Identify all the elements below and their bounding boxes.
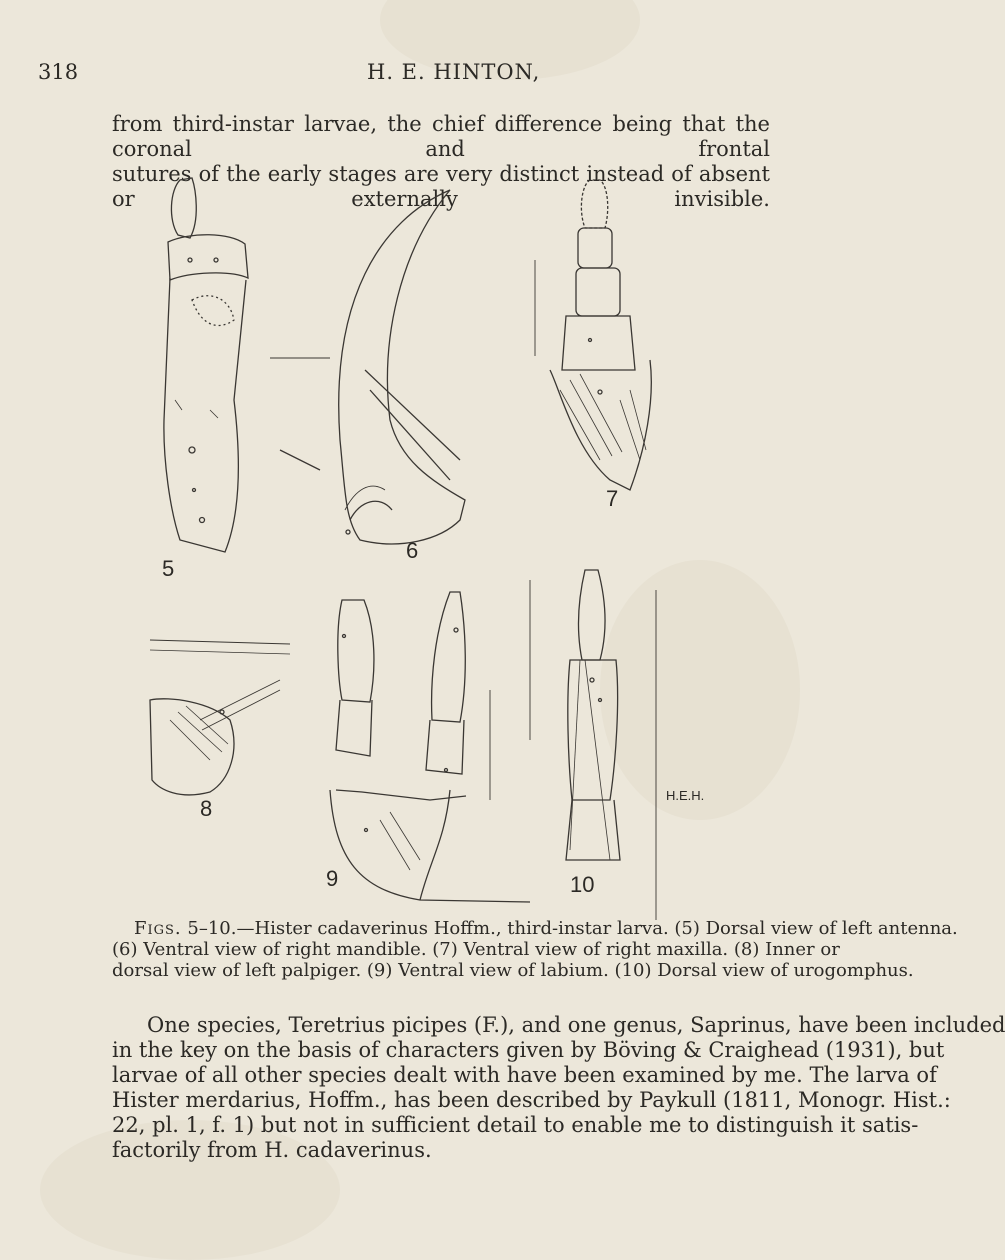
illustrator-initials: H.E.H.	[666, 788, 705, 803]
caption-lead: Figs.	[134, 918, 182, 939]
running-title: H. E. HINTON,	[367, 60, 541, 84]
text-line: 22, pl. 1, f. 1) but not in sufficient detail to enable me to distinguish it satis-	[112, 1113, 919, 1137]
figure-caption	[112, 918, 958, 981]
fig-label-9: 9	[326, 866, 339, 891]
text-line: sutures of the early stages are very distinct instead of absent or externally invisible.	[112, 162, 770, 211]
fig-label-5: 5	[162, 556, 175, 581]
figure-plate	[130, 160, 705, 920]
fig-label-8: 8	[200, 796, 213, 821]
fig5-antenna-drawing	[164, 178, 248, 552]
text-line: in the key on the basis of characters given by Böving & Craighead (1931), but	[112, 1038, 945, 1062]
fig-label-6: 6	[406, 538, 419, 563]
caption-text: 5–10.—Hister cadaverinus Hoffm., third-instar larva. (5) Dorsal view of left antenna.	[181, 918, 958, 939]
caption-line: dorsal view of left palpiger. (9) Ventral view of labium. (10) Dorsal view of urogomphus.	[112, 960, 914, 981]
text-line: One species, Teretrius picipes (F.), and one genus, Saprinus, have been included	[147, 1013, 1005, 1037]
fig10-urogomphus-drawing	[530, 570, 656, 920]
fig-label-10: 10	[570, 872, 595, 897]
text-line: Hister merdarius, Hoffm., has been described by Paykull (1811, Monogr. Hist.:	[112, 1088, 951, 1112]
text-line: from third-instar larvae, the chief difference being that the coronal and frontal	[112, 112, 770, 161]
fig7-maxilla-drawing	[535, 180, 651, 490]
fig-label-7: 7	[606, 486, 619, 511]
fig8-palpiger-drawing	[150, 640, 290, 795]
caption-line	[112, 918, 958, 939]
caption-line: (6) Ventral view of right mandible. (7) Ventral view of right maxilla. (8) Inner or	[112, 939, 840, 960]
running-header	[30, 60, 771, 90]
fig6-mandible-drawing	[270, 190, 465, 544]
text-line: factorily from H. cadaverinus.	[112, 1138, 432, 1162]
body-paragraph	[112, 1013, 1005, 1163]
fig9-labium-drawing	[330, 592, 530, 902]
text-line: larvae of all other species dealt with have been examined by me. The larva of	[112, 1063, 937, 1087]
page-number: 318	[38, 60, 79, 84]
